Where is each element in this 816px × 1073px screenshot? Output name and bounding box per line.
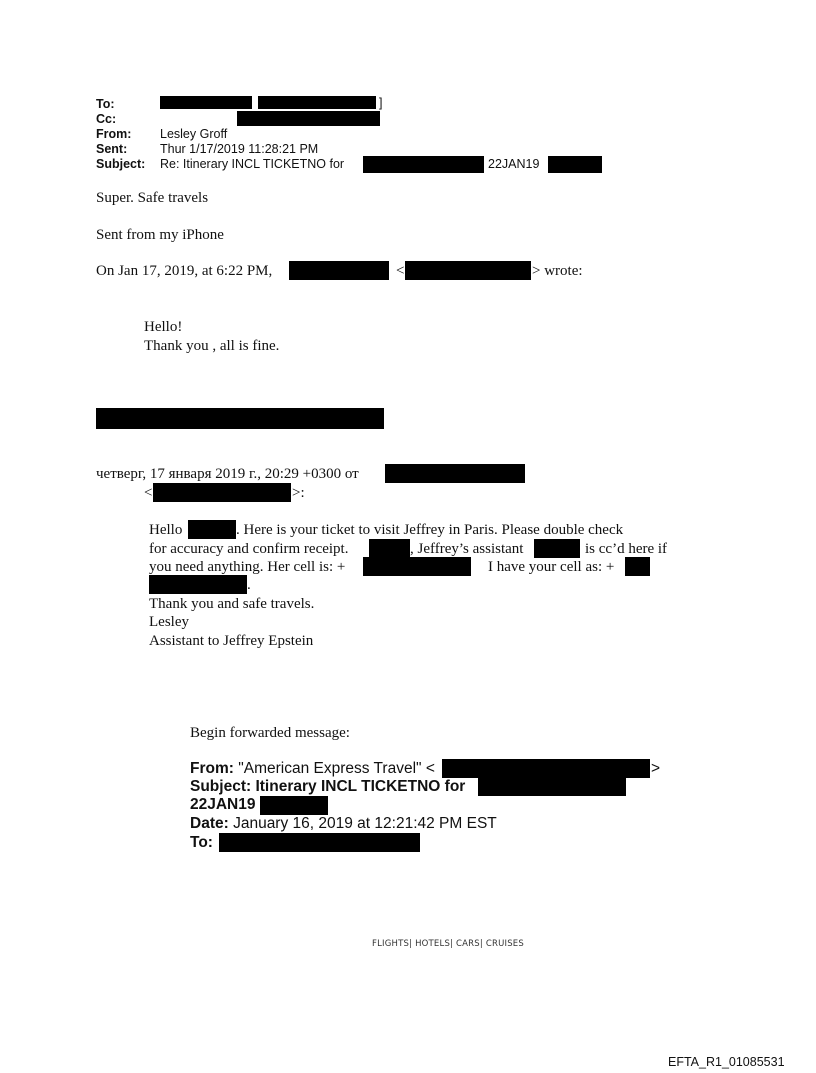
from-label: From: — [96, 127, 132, 141]
redaction-name-2 — [369, 539, 410, 558]
to-label: To: — [96, 97, 115, 111]
redaction-russian-email — [153, 483, 291, 502]
amex-footer-links: FLIGHTS| HOTELS| CARS| CRUISES — [372, 939, 524, 949]
redaction-recipient-cell-2 — [149, 575, 247, 594]
forwarded-intro: Begin forwarded message: — [190, 725, 350, 741]
redaction-quote-email — [405, 261, 531, 280]
fwd-from-label: From: — [190, 760, 234, 777]
message-l3-end: I have your cell as: + — [488, 559, 615, 575]
redaction-to-1 — [160, 96, 252, 109]
subject-prefix: Re: Itinerary INCL TICKETNO for — [160, 157, 345, 171]
russian-header-line-1: четверг, 17 января 2019 г., 20:29 +0300 от — [96, 466, 359, 482]
redaction-signature-block — [96, 408, 384, 429]
fwd-date-line — [190, 815, 497, 833]
redaction-fwd-subject-1 — [478, 777, 626, 796]
reply-line-2: Sent from my iPhone — [96, 227, 224, 243]
quoted-line-1: Hello! — [144, 319, 183, 335]
redaction-fwd-subject-2 — [260, 796, 328, 815]
redaction-cc — [237, 111, 380, 126]
sent-value: Thur 1/17/2019 11:28:21 PM — [160, 142, 319, 156]
message-l6: Lesley — [149, 614, 189, 630]
redaction-subject-1 — [363, 156, 484, 173]
fwd-date-value: January 16, 2019 at 12:21:42 PM EST — [233, 815, 497, 832]
message-l7: Assistant to Jeffrey Epstein — [149, 633, 314, 649]
message-l4-end: . — [247, 577, 251, 593]
bates-number: EFTA_R1_01085531 — [668, 1055, 785, 1069]
quote-intro-end: > wrote: — [532, 263, 583, 279]
russian-header-end: >: — [292, 485, 305, 501]
message-l5: Thank you and safe travels. — [149, 596, 315, 612]
message-l1-end: . Here is your ticket to visit Jeffrey in Paris. Please double check — [236, 522, 624, 538]
redaction-recipient-name — [188, 520, 236, 539]
fwd-subject-line — [190, 778, 465, 796]
subject-date: 22JAN19 — [488, 157, 540, 171]
from-value: Lesley Groff — [160, 127, 228, 141]
redaction-assistant-name — [534, 539, 580, 558]
redaction-russian-name — [385, 464, 525, 483]
fwd-from-line — [190, 760, 435, 778]
fwd-subject-line-2: 22JAN19 — [190, 796, 256, 813]
message-l3-start: you need anything. Her cell is: + — [149, 559, 346, 575]
fwd-date-label: Date: — [190, 815, 229, 832]
message-l1-start: Hello — [149, 522, 183, 538]
redaction-fwd-to — [219, 833, 420, 852]
reply-line-1: Super. Safe travels — [96, 190, 209, 206]
quoted-line-2: Thank you , all is fine. — [144, 338, 280, 354]
redaction-assistant-cell — [363, 557, 471, 576]
fwd-from-end: > — [651, 760, 661, 777]
redaction-subject-2 — [548, 156, 602, 173]
to-bracket: ] — [379, 96, 383, 110]
cc-label: Cc: — [96, 112, 117, 126]
fwd-from-value: "American Express Travel" < — [238, 760, 435, 777]
redaction-recipient-cell-1 — [625, 557, 650, 576]
fwd-subject-label: Subject: — [190, 778, 252, 795]
redaction-to-2 — [258, 96, 376, 109]
fwd-to-label: To: — [190, 834, 213, 851]
russian-header-lt: < — [144, 485, 153, 501]
message-l2-start: for accuracy and confirm receipt. — [149, 541, 349, 557]
message-l2-mid: , Jeffrey’s assistant — [410, 541, 524, 557]
fwd-subject-value: Itinerary INCL TICKETNO for — [255, 778, 466, 795]
message-l2-end: is cc’d here if — [585, 541, 668, 557]
redaction-fwd-from-email — [442, 759, 650, 778]
quote-lt: < — [396, 263, 405, 279]
redaction-quote-name — [289, 261, 389, 280]
subject-label: Subject: — [96, 157, 146, 171]
sent-label: Sent: — [96, 142, 128, 156]
quote-intro-start: On Jan 17, 2019, at 6:22 PM, — [96, 263, 273, 279]
